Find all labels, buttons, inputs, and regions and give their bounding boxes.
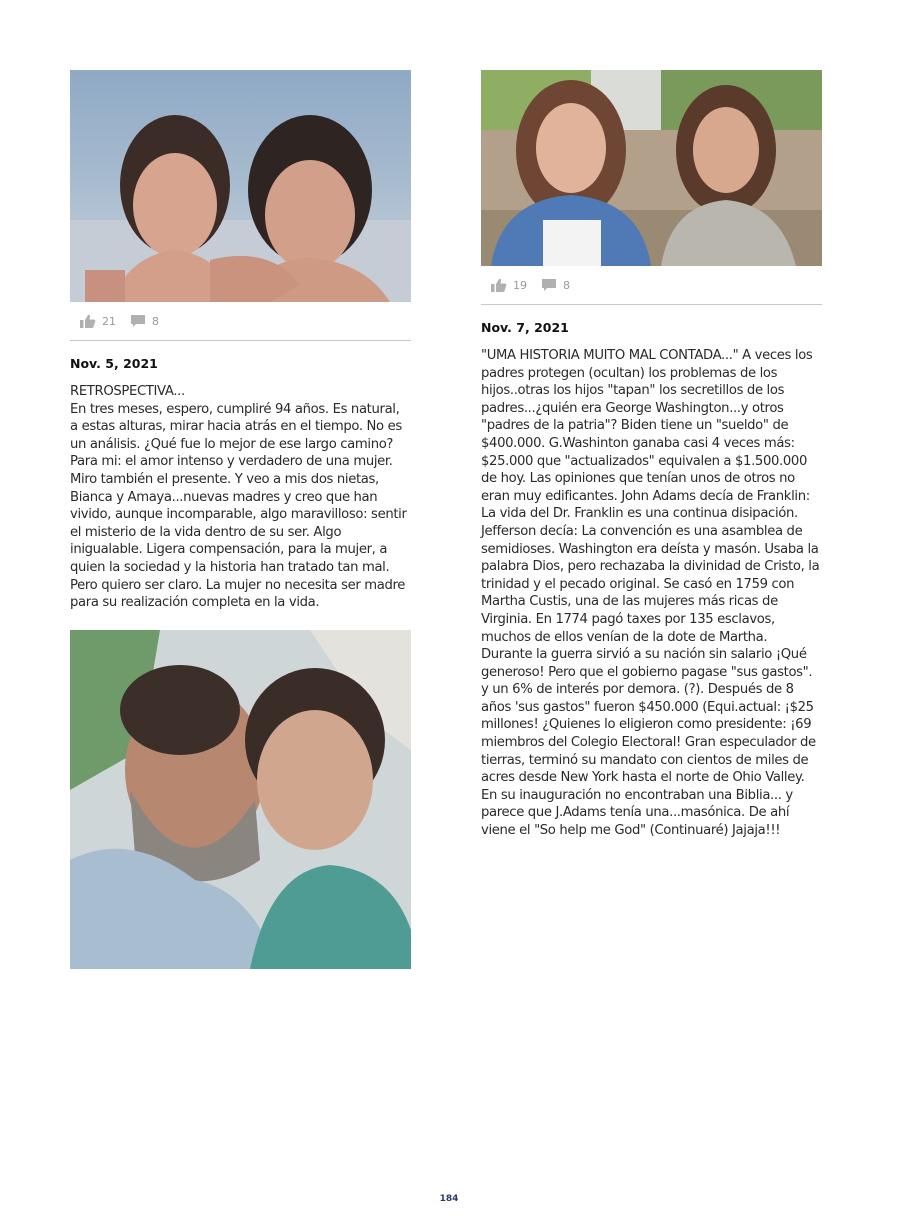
comment-count: 8 (563, 278, 570, 292)
photo-fountain-women (481, 70, 822, 266)
post-paragraph: En tres meses, espero, cumpliré 94 años. Es natural, a estas alturas, mirar hacia atrás en el tiempo. No es un análisis. ¿Qué fue lo mejor de ese largo camino? (70, 401, 402, 452)
comment-button[interactable] (130, 314, 159, 328)
photo-beach-women (70, 70, 411, 302)
post-photo-2[interactable] (70, 630, 411, 969)
post-right (481, 70, 822, 840)
post-photo[interactable] (70, 70, 411, 302)
post-paragraph: RETROSPECTIVA... (70, 384, 185, 399)
post-stats (70, 302, 411, 341)
page-number: 184 (439, 1194, 459, 1204)
thumbs-up-icon (491, 278, 507, 292)
post-paragraph: "UMA HISTORIA MUITO MAL CONTADA..." A veces los padres protegen (ocultan) los problemas de los hijos..otras los hijos "tapan" los secretillos de los padres...¿quién era George Washington...y otros "padres de la patria"? Biden tiene un "sueldo" de $400.000. G.Washinton ganaba casi 4 veces más: $25.000 que "actualizados" equivalen a $1.500.000 de hoy. Las opiniones que tenían unos de otros no eran muy edificantes. John Adams decía de Franklin: La vida del Dr. Franklin es una continua disipación. (481, 348, 813, 522)
like-button[interactable] (80, 314, 116, 328)
post-date: Nov. 7, 2021 (481, 320, 569, 335)
post-photo[interactable] (481, 70, 822, 266)
like-button[interactable] (491, 278, 527, 292)
post-body (70, 383, 411, 612)
comment-icon (541, 278, 557, 292)
like-count: 19 (513, 278, 527, 292)
photo-couple (70, 630, 411, 969)
post-body (481, 347, 822, 840)
post-paragraph: Para mi: el amor intenso y verdadero de una mujer. (70, 454, 393, 470)
post-stats (481, 266, 822, 305)
like-count: 21 (102, 314, 116, 328)
comment-button[interactable] (541, 278, 570, 292)
thumbs-up-icon (80, 314, 96, 328)
comment-icon (130, 314, 146, 328)
post-paragraph: Miro también el presente. Y veo a mis dos nietas, Bianca y Amaya...nuevas madres y creo que han vivido, aunque incomparable, algo maravilloso: sentir el misterio de la vida dentro de su ser. Algo inigualable. Ligera compensación, para la mujer, a quien la sociedad y la historia han tratado tan mal. Pero quiero ser claro. La mujer no necesita ser madre para su realización completa en la vida. (70, 471, 407, 611)
post-date: Nov. 5, 2021 (70, 356, 158, 371)
post-paragraph: Jefferson decía: La convención es una asamblea de semidioses. Washington era deísta y masón. Usaba la palabra Dios, pero rechazaba la divinidad de Cristo, la trinidad y el pecado original. Se casó en 1759 con Martha Custis, una de las mujeres más ricas de Virginia. En 1774 pagó taxes por 135 esclavos, muchos de ellos venían de la dote de Martha. Durante la guerra sirvió a su nación sin salario ¡Qué generoso! Pero que el gobierno pagase "sus gastos". y un 6% de interés por demora. (?). Después de 8 años 'sus gastos" fueron $450.000 (Equi.actual: ¡$25 millones! ¿Quienes lo eligieron como presidente: ¡69 miembros del Colegio Electoral! Gran especulador de tierras, terminó su mandato con cientos de miles de acres desde New York hasta el norte de Ohio Valley. En su inauguración no encontraban una Biblia... y parece que J.Adams tenía una...masónica. De ahí viene el "So help me God" (Continuaré) Jajaja!!! (481, 523, 820, 839)
post-left (70, 70, 411, 969)
comment-count: 8 (152, 314, 159, 328)
